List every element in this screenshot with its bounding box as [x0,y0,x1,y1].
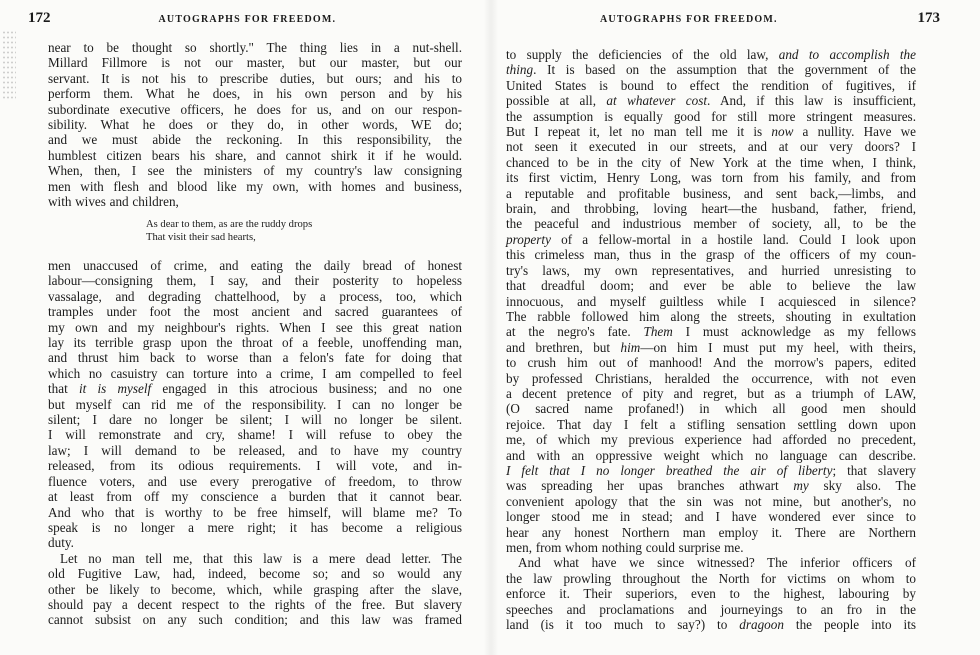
text-line: vassalage, and degrading chattelhood, by a process, too, which [48,288,462,304]
emphasis-text: thing [506,62,534,78]
text-line: tramples under foot the most ancient and sacred guarantees of [48,304,462,320]
text-line: Let no man tell me, that this law is a mere dead letter. The [60,550,462,566]
right-page-text [506,47,916,632]
text-line [48,381,462,396]
text-line: released, from its odious requirements. I will vote, and in- [48,458,462,474]
text-line [506,340,916,355]
verse-line: That visit their sad hearts, [146,232,256,243]
text-line: not seen it executed in our streets, and at our very doors? I [506,139,916,155]
text-segment: I must acknowledge as my fellows [672,324,916,340]
text-segment: that [48,381,79,397]
text-line: law; I will demand to be released, and to have my country [48,442,462,458]
text-line: should pay a decent respect to the rights of the free. But slavery [48,596,462,612]
emphasis-text: him [620,339,641,355]
text-segment: a nullity. Have we [793,124,916,140]
text-segment: the people into its [783,617,916,633]
text-line: silent; I dare no longer be silent; I will no longer be silent. [48,412,462,428]
text-line: humblest citizen bears his share, and cannot shirk it if he would. [48,147,462,163]
text-line: and thrust him back to worse than a felon's fate for doing that [48,350,462,366]
text-segment: . And, if this law is insufficient, [707,93,917,109]
margin-specks [2,30,16,100]
left-paragraph-1 [48,40,462,209]
text-line: The rabble followed him along the streets, shouting in exultation [506,308,916,324]
text-line: the peaceful and industrious member of society, all, to be the [506,216,916,232]
text-line: And what have we since witnessed? The inferior officers of [518,555,916,571]
text-line [506,617,916,632]
text-line: speeches and proclamations and journeyings to an fro in the [506,601,916,617]
emphasis-text: Them [643,324,673,340]
text-line: sibility. What he does or they do, in other words, WE do; [48,117,462,133]
text-line: a reputable and profitable business, and sent back,—limbs, and [506,185,916,201]
text-line: enforce it. Their superiors, even to the highest, labouring by [506,586,916,602]
emphasis-text: my [793,478,809,494]
text-segment: to supply the deficiencies of the old law, [506,47,779,62]
text-segment: possible at all, [506,93,607,109]
text-segment: ; that slavery [832,462,916,478]
text-line [506,324,916,339]
emphasis-text: at whatever cost [606,93,708,109]
text-segment: But I repeat it, let no man tell me it is [506,124,772,140]
text-line: brain, and throbbing, loving heart—the husband, father, friend, [506,201,916,217]
verse-line: As dear to them, as are the ruddy drops [146,219,313,230]
right-running-head: AUTOGRAPHS FOR FREEDOM. [600,14,778,25]
text-line [506,463,916,478]
right-page [490,0,980,655]
text-line: servant. It is not his to prescribe duties, but ours; and his to [48,70,462,86]
text-line [506,232,916,247]
text-line: which no casuistry can torture into a crime, I am compelled to feel [48,365,462,381]
text-line: perform them. What he does, in his own person and by his [48,86,462,102]
text-line [506,93,916,108]
text-line: duty. [48,535,74,551]
text-segment: engaged in this atrocious business; and no one [151,381,462,397]
text-line: near to be thought so shortly." The thing lies in a nut-shell. [48,40,462,55]
left-page-number: 172 [28,10,51,26]
text-line: And who that is worthy to be free himself, will blame me? To [48,504,462,520]
text-segment: —on him I must put my heel, with theirs, [640,339,916,355]
emphasis-text: property [506,231,551,247]
text-line: with wives and children, [48,194,179,210]
emphasis-text: I felt that I no longer breathed the air of liberty [506,462,833,478]
text-line: that dreadful doom; and ever be able to believe the law [506,278,916,294]
right-page-header [508,10,948,32]
text-line: other be likely to become, which, while grasping after the slave, [48,581,462,597]
text-line [506,478,916,493]
emphasis-text: dragoon [739,617,784,633]
text-line: Millard Fillmore is not our master, but our master, but our [48,55,462,71]
text-line: its first victim, Henry Long, was torn from his family, and from [506,170,916,186]
text-line: men unaccused of crime, and eating the daily bread of honest [48,258,462,273]
left-running-head: AUTOGRAPHS FOR FREEDOM. [158,14,337,25]
text-line: to crush him out of manhood! And the morrow's papers, edited [506,355,916,371]
text-segment: was spreading her upas branches athwart [506,478,794,494]
verse-quote [146,218,446,244]
text-line: and with an oppressive weight which no language can describe. [506,447,916,463]
emphasis-text: and to accomplish the [778,47,916,62]
text-segment: land (is it too much to say?) to [506,617,740,633]
text-line: longer stood me in stead; and I have wondered ever since to [506,509,916,525]
text-line: labour—consigning them, I say, and their posterity to hopeless [48,273,462,289]
text-line: by professed Christians, heralded the occurrence, with not even [506,370,916,386]
text-segment: . It is based on the assumption that the government of the [533,62,916,78]
text-line: but myself can rid me of the responsibility. I can no longer be [48,396,462,412]
text-line: United States is bound to effect the rendition of fugitives, if [506,77,916,93]
text-line: a decent pretence of pity and regret, but as a triumph of LAW, [506,385,916,401]
emphasis-text: it is myself [78,381,152,397]
text-line: this crimeless man, thus in the grasp of the officers of my coun- [506,247,916,263]
text-line: When, then, I see the ministers of my country's law consigning [48,163,462,179]
text-line: lay its terrible grasp upon the throat of a feeble, unoffending man, [48,335,462,351]
text-line: I will remonstrate and cry, shame! I will refuse to obey the [48,427,462,443]
text-line: the assumption is equally good for still more stringent measures. [506,108,916,124]
text-line: try's laws, my own representatives, and hurried unresisting to [506,262,916,278]
text-line [506,124,916,139]
text-line: me, of which my previous experience had afforded no precedent, [506,432,916,448]
left-paragraph-2 [48,258,462,628]
text-segment: and brethren, but [506,339,621,355]
text-line: men, from whom nothing could surprise me. [506,540,744,555]
text-line: at least from off my conscience a burden that it cannot bear. [48,489,462,505]
text-segment: of a fellow-mortal in a hostile land. Could I look upon [550,231,916,247]
left-page-header [28,10,460,32]
text-segment: at the negro's fate. [506,324,644,340]
text-line: fluence voters, and use every prerogative of freedom, to throw [48,473,462,489]
text-line [506,62,916,77]
right-page-number: 173 [917,10,940,26]
text-line: rejoice. That day I felt a stifling sensation settling down upon [506,416,916,432]
text-line: hear any honest Northern man employ it. There are Northern [506,524,916,540]
emphasis-text: now [771,124,794,140]
text-line: speak is no longer a mere right; it has become a religious [48,519,462,535]
text-segment: sky also. The [808,478,916,494]
text-line: innocuous, and myself guiltless while I acquiesced in silence? [506,293,916,309]
text-line: chanced to be in the city of New York at the time when, I think, [506,154,916,170]
text-line: convenient apology that the sin was not mine, but another's, no [506,493,916,509]
text-line: my own and my neighbour's rights. When I see this great nation [48,319,462,335]
text-line: and we must abide the reckoning. In this responsibility, the [48,132,462,148]
text-line: subordinate executive officers, he does for us, and on our respon- [48,101,462,117]
text-line: men with flesh and blood like my own, with homes and business, [48,178,462,194]
text-line [506,47,916,62]
text-line: (O sacred name profaned!) in which all good men should [506,401,916,417]
text-line: cannot subsist on any such condition; and this law was framed [48,612,462,628]
text-line: the law prowling throughout the North for victims on whom to [506,570,916,586]
text-line: old Fugitive Law, had, indeed, become so; and so would any [48,566,462,582]
